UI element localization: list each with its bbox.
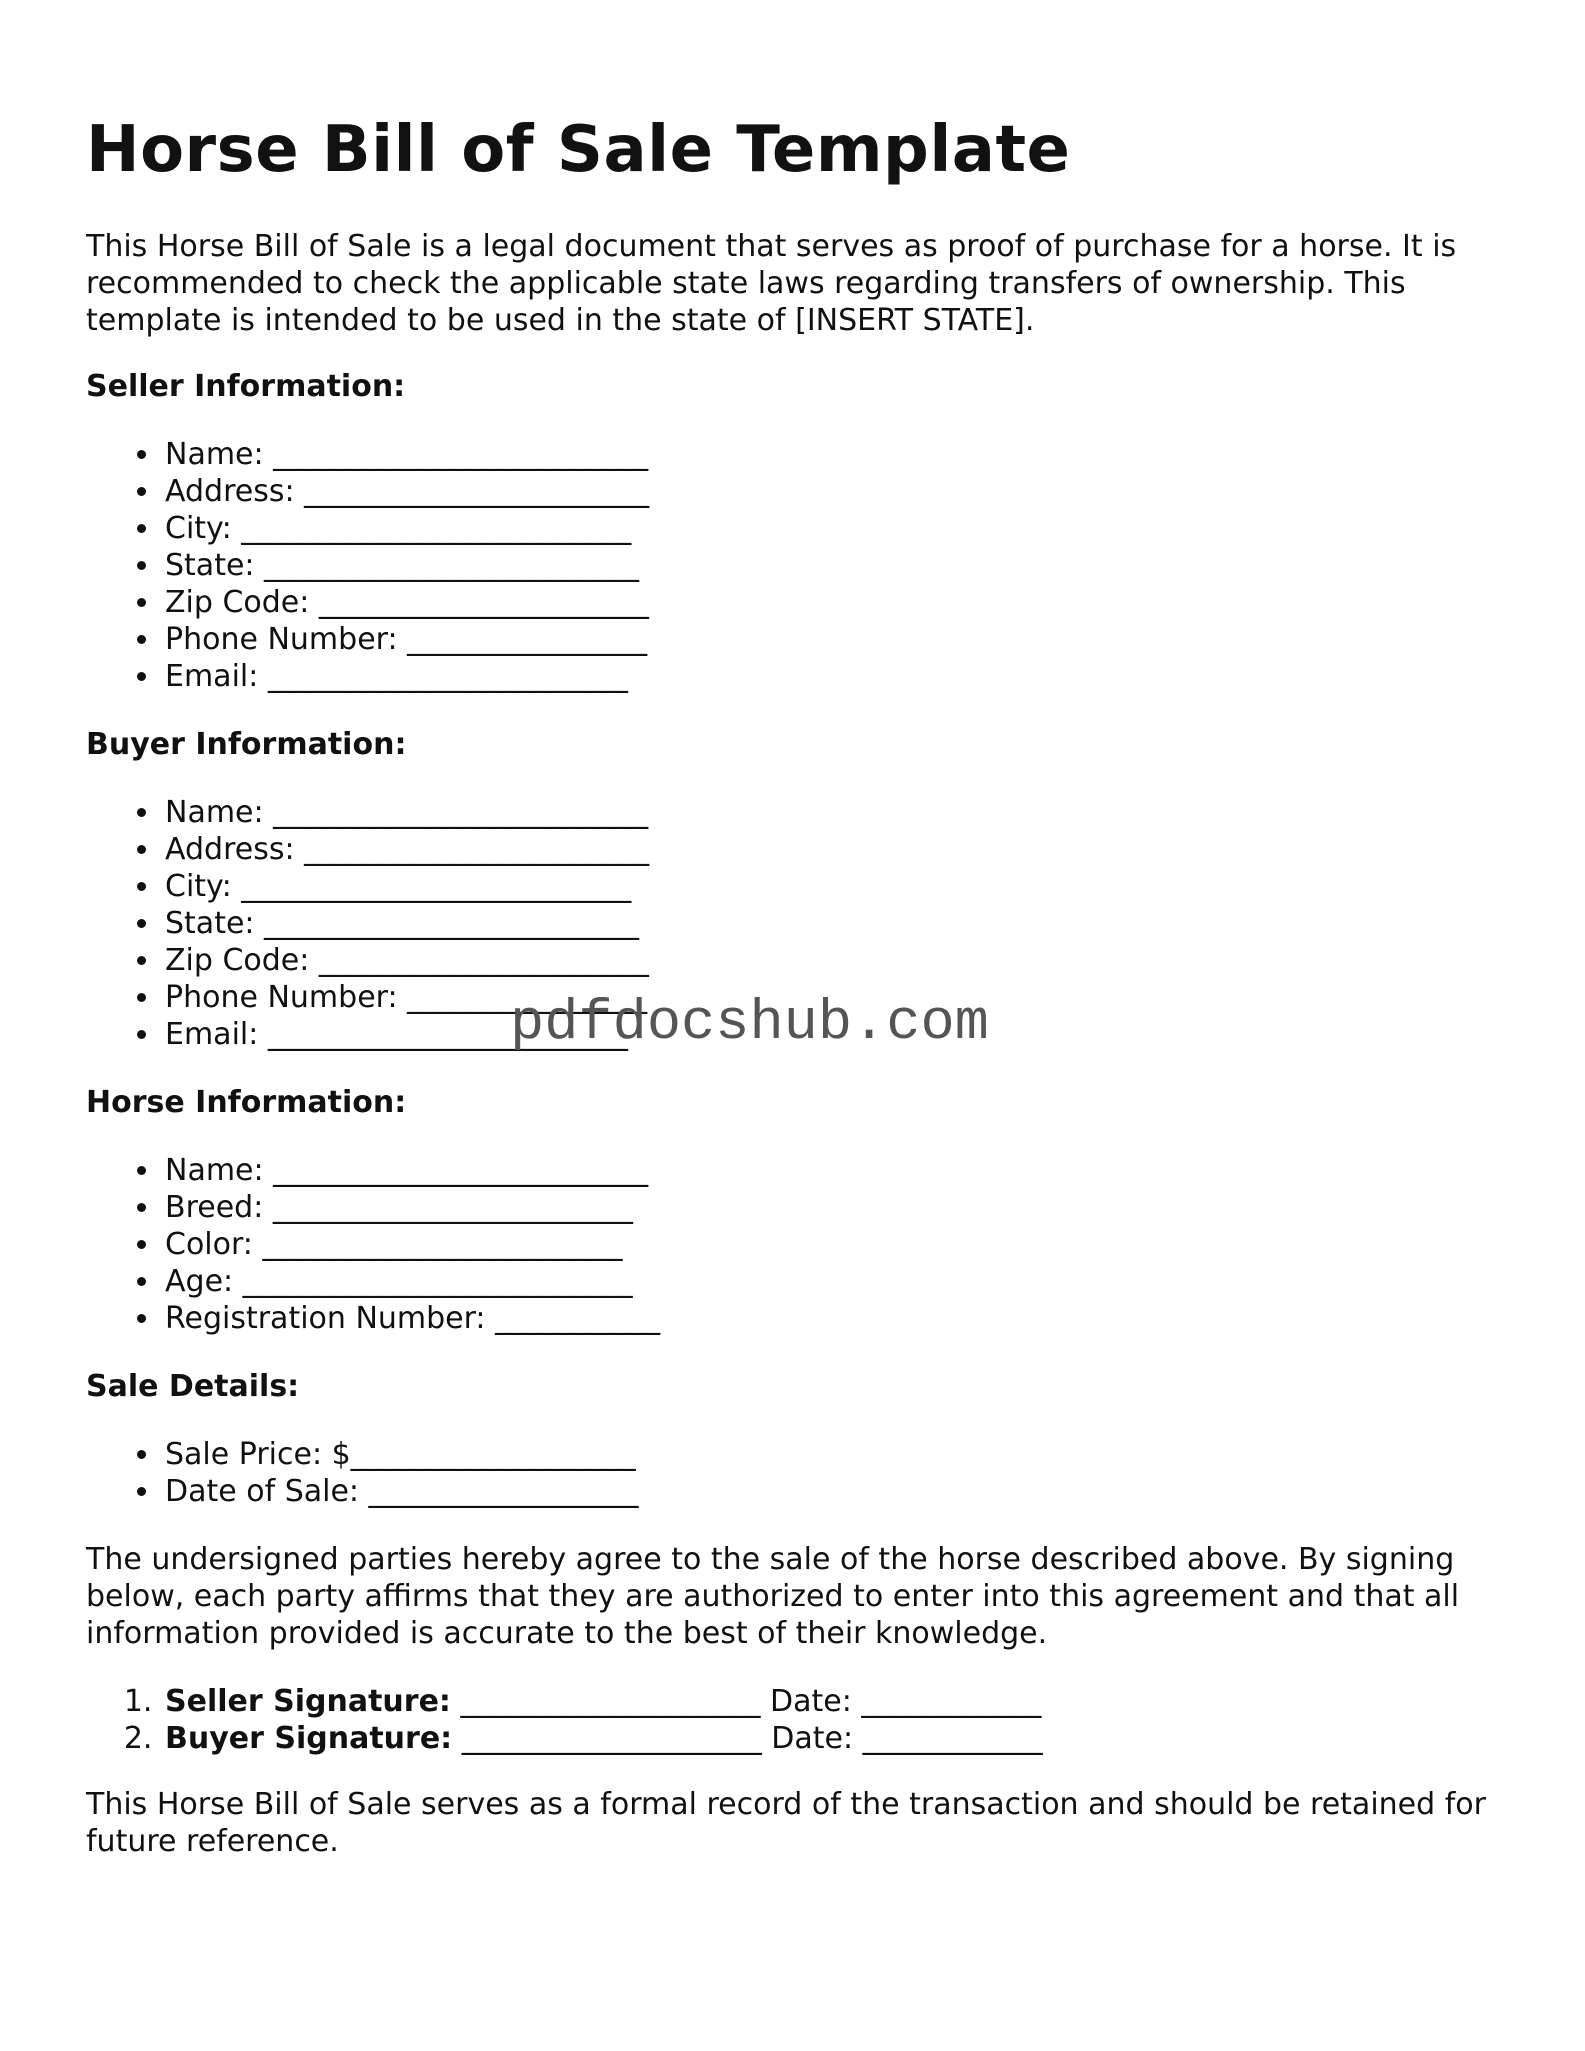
horse-fields-list [86,1152,1506,1337]
closing-paragraph: This Horse Bill of Sale serves as a formal record of the transaction and should be retained for future reference. [86,1787,1486,1859]
seller-phone-field[interactable]: • Phone Number: ________________ [162,621,1506,658]
watermark: pdfdocshub.com [510,992,989,1056]
buyer-fields-list [86,794,1506,1056]
seller-signature-label: Seller Signature: [165,1684,451,1719]
horse-heading: Horse Information: [86,1085,407,1120]
buyer-city-field[interactable]: • City: __________________________ [162,868,1506,905]
sale-date-field[interactable]: • Date of Sale: __________________ [162,1473,1506,1510]
agreement-paragraph: The undersigned parties hereby agree to the sale of the horse described above. By signing below, each party affirms that they are authorized to enter into this agreement and that all information provided is accurate to the best of their knowledge. [86,1542,1460,1651]
seller-signature-line[interactable]: ____________________ [450,1684,761,1719]
sale-section [86,1368,1506,1510]
buyer-state-field[interactable]: • State: _________________________ [162,905,1506,942]
intro-paragraph: This Horse Bill of Sale is a legal document that serves as proof of purchase for a horse. It is recommended to check the applicable state laws regarding transfers of ownership. This template is intended to be used in the state of [INSERT STATE]. [86,229,1457,338]
sale-price-field[interactable]: • Sale Price: $___________________ [162,1436,1506,1473]
horse-section [86,1084,1506,1337]
seller-section [86,368,1506,695]
horse-breed-field[interactable]: • Breed: ________________________ [162,1189,1506,1226]
seller-signature-date[interactable]: Date: ____________ [760,1684,1042,1719]
seller-heading: Seller Information: [86,369,406,404]
horse-registration-field[interactable]: • Registration Number: ___________ [162,1300,1506,1337]
buyer-email-field[interactable]: • Email: ________________________ [162,1016,1506,1053]
signature-list [86,1683,1506,1757]
horse-name-field[interactable]: • Name: _________________________ [162,1152,1506,1189]
buyer-signature-date[interactable]: Date: ____________ [761,1721,1043,1756]
buyer-address-field[interactable]: • Address: _______________________ [162,831,1506,868]
horse-age-field[interactable]: • Age: __________________________ [162,1263,1506,1300]
buyer-zip-field[interactable]: • Zip Code: ______________________ [162,942,1506,979]
seller-name-field[interactable]: • Name: _________________________ [162,436,1506,473]
sale-fields-list [86,1436,1506,1510]
buyer-signature-line[interactable]: ____________________ [452,1721,762,1756]
seller-address-field[interactable]: • Address: _______________________ [162,473,1506,510]
seller-email-field[interactable]: • Email: ________________________ [162,658,1506,695]
seller-zip-field[interactable]: • Zip Code: ______________________ [162,584,1506,621]
document-title: Horse Bill of Sale Template [86,113,1071,187]
seller-signature-row [162,1683,1506,1720]
buyer-heading: Buyer Information: [86,727,407,762]
seller-city-field[interactable]: • City: __________________________ [162,510,1506,547]
buyer-signature-label: Buyer Signature: [165,1721,453,1756]
buyer-section [86,726,1506,1056]
buyer-signature-row [162,1720,1506,1757]
sale-heading: Sale Details: [86,1369,300,1404]
seller-state-field[interactable]: • State: _________________________ [162,547,1506,584]
buyer-name-field[interactable]: • Name: _________________________ [162,794,1506,831]
horse-color-field[interactable]: • Color: ________________________ [162,1226,1506,1263]
document-page [86,112,1506,1860]
seller-fields-list [86,436,1506,695]
buyer-phone-field[interactable]: • Phone Number: ________________ [162,979,1506,1016]
